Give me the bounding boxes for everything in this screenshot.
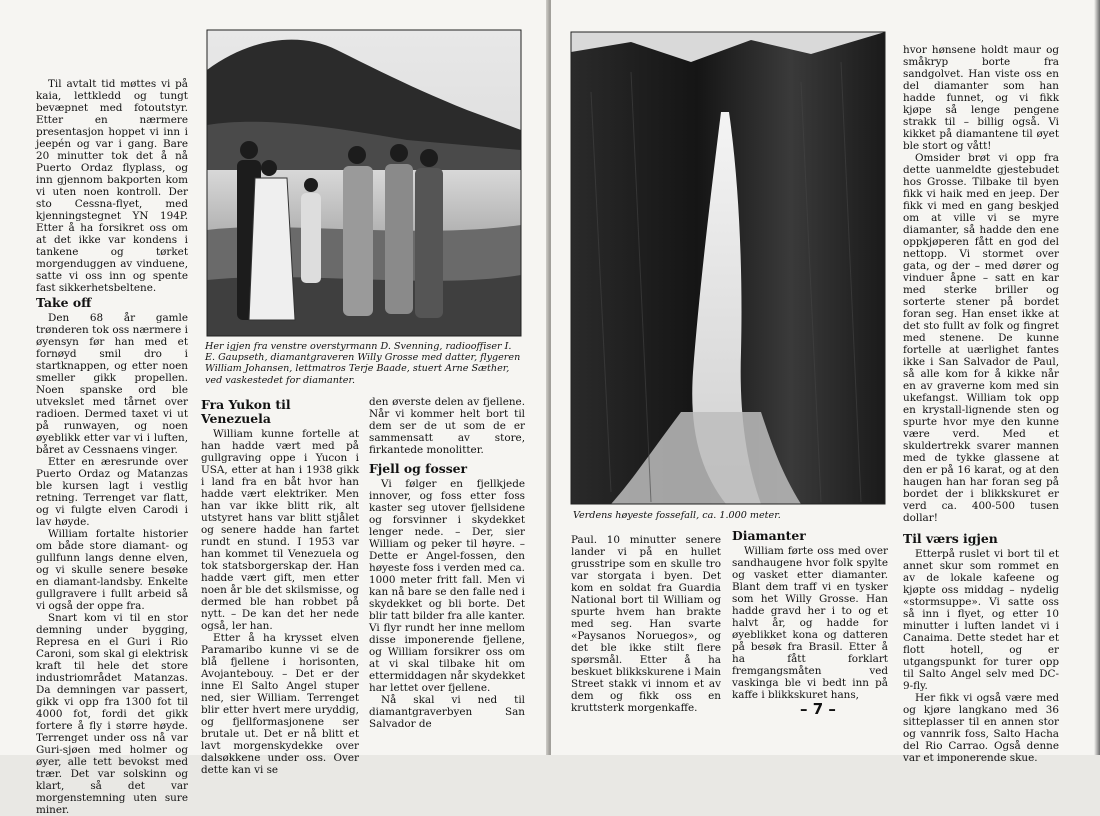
take-off-paragraph-1: Den 68 år gamle trønderen tok oss nærmere i øyensyn før han med et fornøyd smil dro i startknappen, og etter noen smeller gikk propellen. Noen spanske ord ble utvekslet med tårnet over radioen. Dermed taxet vi ut på runwayen, og noen øyeblikk etter var vi i luften, båret av Cessnaens vinger. <box>36 312 188 456</box>
take-off-paragraph-4: Snart kom vi til en stor demning under bygging, Represa en el Guri i Rio Caroni, som skal gi elektrisk kraft til hele det store industriområdet Matanzas. Da demningen var passert, gikk vi opp fra 1300 fot til 4000 fot, fordi det gikk fortere å fly i større høyde. Terrenget under oss nå var Guri-sjøen med holmer og øyer, alle tett bevokst med trær. Det var solskinn og klart, så det var morgenstemning uten sure miner. <box>36 612 188 816</box>
left-page <box>0 0 549 816</box>
diamanter-paragraph-1: William førte oss med over sandhaugene hvor folk spylte og vasket etter diamanter. Blant dem traff vi en tysker som het Willy Grosse. Han hadde gravd her i to og et halvt år, og hadde for øyeblikket kona og datteren på besøk fra Brasil. Etter å ha fått forklart fremgangsmåten ved vaskinga ble vi bedt inn på kaffe i blikkskuret hans, <box>732 545 888 701</box>
take-off-paragraph-2: Etter en æresrunde over Puerto Ordaz og Matanzas ble kursen lagt i vestlig retning. Terrenget var flatt, og vi fulgte elven Carodi i lav høyde. <box>36 456 188 528</box>
fjell-paragraph-2: Nå skal vi ned til diamantgraverbyen San Salvador de <box>369 694 525 730</box>
group-photo-caption: Her igjen fra venstre overstyrmann D. Svenning, radiooffiser I. E. Gaupseth, diamantgraveren Willy Grosse med datter, flygeren William Johansen, lettmatros Terje Baade, stuert Arne Sæther, ved vaskestedet for diamanter. <box>205 341 521 386</box>
waterfall-photo <box>571 32 885 504</box>
left-column-1 <box>36 78 188 816</box>
fjell-paragraph-1: Vi følger en fjellkjede innover, og foss etter foss kaster seg utover fjellsidene og forsvinner i skydekket lenger nede. – Der, sier William og peker til høyre. – Dette er Angel-fossen, den høyeste foss i verden med ca. 1000 meter fritt fall. Men vi kan nå bare se den falle ned i skydekket og bli borte. Det blir tatt bilder fra alle kanter. Vi flyr rundt her inne mellom disse imponerende fjellene, og William forsikrer oss om at vi skal tilbake hit om ettermiddagen når skydekket har lettet over fjellene. <box>369 478 525 694</box>
heading-yukon: Fra Yukon til Venezuela <box>201 397 291 426</box>
left-column-2 <box>201 396 359 776</box>
yukon-paragraph-2: Etter å ha krysset elven Paramaribo kunne vi se de blå fjellene i horisonten, Avojantebouy. – Det er der inne El Salto Angel stuper ned, sier William. Terrenget blir etter hvert mere uryddig, og fjellformasjonene ser brutale ut. Det er nå blitt et lavt morgenskydekke over dalsøkkene under oss. Over dette kan vi se <box>201 632 359 776</box>
heading-diamanter: Diamanter <box>732 528 806 543</box>
heading-til-vaers-igjen: Til værs igjen <box>903 531 998 546</box>
page-number: – 7 – <box>800 700 836 718</box>
vaers-paragraph-1: Etterpå ruslet vi bort til et annet skur som rommet en av de lokale kafeene og kjøpte oss middag – nydelig «stormsuppe». Vi satte oss så inn i flyet, og etter 10 minutter i luften landet vi i Canaima. Dette stedet har et flott hotell, og er utgangspunkt for turer opp til Salto Angel selv med DC-9-fly. <box>903 548 1059 692</box>
grosse-continuation: hvor hønsene holdt maur og småkryp borte fra sandgolvet. Han viste oss en del diamanter som han hadde funnet, og vi fikk kjøpe så lenge pengene strakk til – billig også. Vi kikket på diamantene til øyet ble stort og vått! <box>903 44 1059 152</box>
left-column-3 <box>369 396 525 730</box>
fjell-continuation: den øverste delen av fjellene. Når vi kommer helt bort til dem ser de ut som de er sammensatt av store, firkantede monolitter. <box>369 396 525 456</box>
take-off-paragraph-3: William fortalte historier om både store diamant- og gullfunn langs denne elven, og vi skulle senere besøke en diamant-landsby. Enkelte gullgravere i fullt arbeid så vi også der oppe fra. <box>36 528 188 612</box>
intro-paragraph: Til avtalt tid møttes vi på kaia, lettkledd og tungt bevæpnet med fotoutstyr. Etter en nærmere presentasjon hoppet vi inn i jeepén og var i gang. Bare 20 minutter tok det å nå Puerto Ordaz flyplass, og inn gjennom bakporten kom vi uten noen kontroll. Der sto Cessna-flyet, med kjenningstegnet YN 194P. Etter å ha forsikret oss om at det ikke var kondens i tankene og tørket morgenduggen av vinduene, satte vi oss inn og spente fast sikkerhetsbeltene. <box>36 78 188 294</box>
right-edge-shadow <box>1094 0 1100 755</box>
right-column-3 <box>903 44 1059 764</box>
yukon-paragraph-1: William kunne fortelle at han hadde vært med på gullgraving oppe i Yucon i USA, etter at han i 1938 gikk i land fra en båt hvor han hadde vært elektriker. Men han var ikke blitt rik, alt utstyret hans var blitt stjålet og senere hadde han fartet rundt en stund. I 1953 var han kommet til Venezuela og tok statsborgerskap der. Han hadde vært gift, men etter noen år ble det skilsmisse, og dermed ble han robbet på nytt. – De kan det her nede også, ler han. <box>201 428 359 632</box>
heading-fjell-og-fosser: Fjell og fosser <box>369 461 468 476</box>
group-photo <box>207 30 521 336</box>
diamant-continuation: Paul. 10 minutter senere lander vi på en hullet grusstripe som en skulle tro var storgata i byen. Det kom en soldat fra Guardia National bort til William og spurte hvem han brakte med seg. Han svarte «Paysanos Noruegos», og det ble ikke stilt flere spørsmål. Etter å ha beskuet blikkskurene i Main Street stakk vi innom et av dem og fikk oss en kruttsterk morgenkaffe. <box>571 534 721 714</box>
heading-take-off: Take off <box>36 295 92 310</box>
vaers-paragraph-2: Her fikk vi også være med og kjøre langkano med 36 sitteplasser til en annen stor og vannrik foss, Salto Hacha del Rio Carrao. Også denne var et imponerende skue. <box>903 692 1059 764</box>
right-column-2 <box>732 527 888 701</box>
grosse-paragraph-2: Omsider brøt vi opp fra dette uanmeldte gjestebudet hos Grosse. Tilbake til byen fikk vi haik med en jeep. Der fikk vi med en gang beskjed om at ville vi se myre diamanter, så hadde den ene oppkjøperen fått en god del nettopp. Vi stormet over gata, og der – med dører og vinduer åpne – satt en kar med sterke briller og sorterte stener på bordet foran seg. Han enset ikke at det sto fullt av folk og fingret med stenene. De kunne fortelle at uærlighet fantes ikke i San Salvador de Paul, så alle kom for å kikke når en av graverne kom med sin ukefangst. William tok opp en krystall-lignende sten og spurte hvor mye den kunne være verd. Med et skuldertrekk svarer mannen med de tykke glassene at den er på 16 karat, og at den haugen han har foran seg på bordet der i blikkskuret er verd ca. 400-500 tusen dollar! <box>903 152 1059 524</box>
waterfall-photo-caption: Verdens høyeste fossefall, ca. 1.000 meter. <box>573 510 781 521</box>
right-column-1 <box>571 534 721 714</box>
right-page <box>551 0 1100 764</box>
